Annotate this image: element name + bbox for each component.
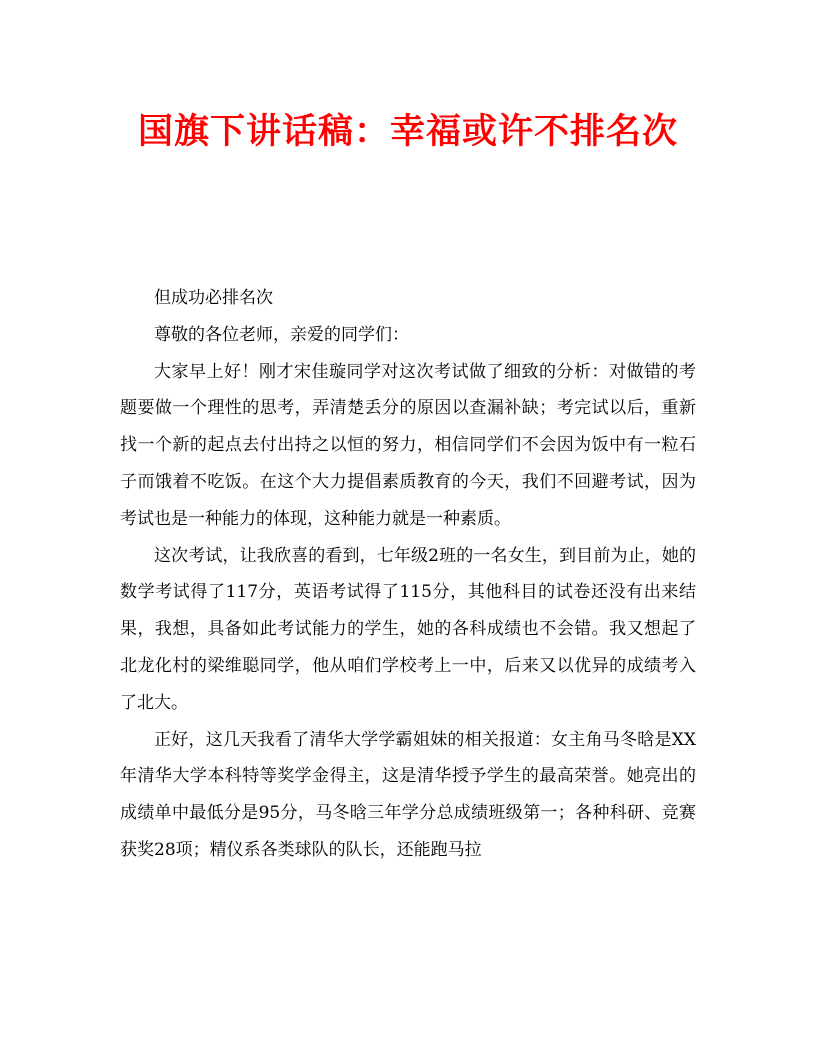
paragraph-exam-results: 这次考试，让我欣喜的看到，七年级2班的一名女生，到目前为止，她的数学考试得了117分，英语考试得了115分，其他科目的试卷还没有出来结果，我想，具备如此考试能力的学生，她的各科成绩也不会错。我又想起了北龙化村的梁维聪同学，他从咱们学校考上一中，后来又以优异的成绩考入了北大。 (120, 545, 696, 713)
document-body (120, 280, 696, 869)
paragraph-salutation: 尊敬的各位老师，亲爱的同学们： (154, 324, 409, 345)
document-title: 国旗下讲话稿：幸福或许不排名次 (137, 111, 678, 152)
paragraph-greeting: 大家早上好！刚才宋佳璇同学对这次考试做了细致的分析：对做错的考题要做一个理性的思考，弄清楚丢分的原因以查漏补缺；考完试以后，重新找一个新的起点去付出持之以恒的努力，相信同学们不会因为饭中有一粒石子而饿着不吃饭。在这个大力提倡素质教育的今天，我们不回避考试，因为考试也是一种能力的体现，这种能力就是一种素质。 (120, 361, 696, 529)
paragraph-tsinghua-report: 正好，这几天我看了清华大学学霸姐妹的相关报道：女主角马冬晗是XX年清华大学本科特等奖学金得主，这是清华授予学生的最高荣誉。她亮出的成绩单中最低分是95分，马冬晗三年学分总成绩班级第一；各种科研、竞赛获奖28项；精仪系各类球队的队长，还能跑马拉 (120, 729, 696, 860)
paragraph-subtitle: 但成功必排名次 (154, 288, 273, 308)
